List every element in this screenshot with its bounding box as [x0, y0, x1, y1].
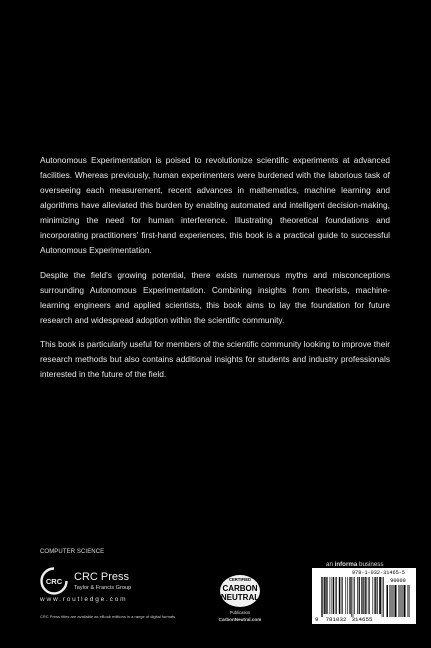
barcode-bar: [327, 577, 328, 614]
barcode-bar: [326, 577, 327, 614]
barcode-addon-bar: [397, 585, 398, 617]
carbon-neutral-badge: [215, 572, 265, 624]
barcode-addon-bar: [395, 585, 396, 617]
barcode-bar: [339, 577, 340, 614]
barcode-addon-bar: [402, 585, 403, 617]
barcode-addon-bar: [406, 585, 407, 617]
barcode-addon-bar: [396, 585, 397, 617]
barcode-addon-bar: [399, 585, 400, 617]
barcode-bar: [366, 577, 367, 614]
barcode-bar: [325, 577, 326, 614]
neutral-word-text: NEUTRAL: [220, 593, 260, 602]
barcode-addon-digits: 90000: [390, 578, 406, 584]
barcode-addon-bar: [390, 585, 391, 617]
blurb-paragraph-1: Autonomous Experimentation is poised to revolutionize scientific experiments at advanced facilities. Whereas previously, human experimenters were burdened with the laborious task of overseeing each measurement, recent advances in mathematics, machine learning and algorithms have alleviated this burden by enabling automated and intelligent decision-making, minimizing the need for human interference. Illustrating theoretical foundations and incorporating practitioners' first-hand experiences, this book is a practical guide to successful Autonomous Experimentation.: [40, 155, 390, 255]
barcode-bar: [362, 577, 363, 614]
barcode-addon-bar: [409, 585, 410, 617]
barcode-bar: [368, 577, 369, 614]
barcode-addon-bar: [390, 585, 391, 617]
barcode-bar: [324, 577, 325, 614]
barcode-addon-bar: [400, 585, 401, 617]
barcode-addon-bar: [393, 585, 394, 617]
barcode-bar: [341, 577, 342, 614]
barcode-bar: [334, 577, 335, 614]
barcode-bar: [339, 577, 340, 614]
barcode-bar: [324, 577, 325, 614]
crc-logo-text: CRC: [45, 577, 63, 586]
barcode-bar: [350, 577, 351, 614]
informa-brand: informa: [334, 561, 358, 568]
publisher-group: Taylor & Francis Group: [74, 585, 132, 591]
blurb-text: [40, 153, 390, 392]
subject-category: COMPUTER SCIENCE: [40, 549, 105, 555]
blurb-paragraph-3: This book is particularly useful for members of the scientific community looking to improve their research methods but also contains additional insights for students and industry professionals interested in the future of the field.: [40, 339, 390, 379]
barcode-bar: [359, 577, 360, 614]
barcode-addon-bar: [386, 585, 387, 617]
barcode-bar: [330, 577, 331, 614]
informa-suffix: business: [357, 561, 384, 568]
barcode-bar: [332, 577, 333, 614]
barcode-addon-bar: [404, 585, 405, 617]
barcode-bar: [347, 577, 348, 614]
barcode-right-digits: 314655: [351, 616, 373, 623]
barcode-bar: [380, 577, 381, 614]
barcode-addon-bar: [405, 585, 406, 617]
barcode-bar: [374, 577, 375, 614]
barcode-bar: [336, 577, 337, 614]
isbn-label: 978-1-032-31465-5: [352, 570, 405, 576]
publisher-name: CRC Press: [74, 571, 130, 583]
barcode-addon-bar: [404, 585, 405, 617]
informa-prefix: an: [326, 561, 335, 568]
carbon-publication-text: Publication: [229, 610, 251, 615]
barcode-left-digits: 781032: [325, 616, 347, 623]
barcode-bar: [377, 577, 378, 614]
informa-business-label: [326, 561, 383, 568]
isbn-barcode: [312, 568, 416, 624]
barcode-addon-bar: [408, 585, 409, 617]
barcode-bar: [333, 577, 334, 614]
barcode-addon-bar: [401, 585, 402, 617]
barcode-bar: [342, 577, 343, 614]
barcode-bar: [376, 577, 377, 614]
barcode-bar: [382, 577, 383, 617]
barcode-bar: [375, 577, 376, 614]
barcode-bar: [359, 577, 360, 614]
barcode-bar: [357, 577, 358, 614]
barcode-bar: [365, 577, 366, 614]
barcode-addon-bar: [395, 585, 396, 617]
barcode-bar: [372, 577, 373, 614]
carbon-word-text: CARBON: [222, 584, 258, 593]
barcode-bar: [361, 577, 362, 614]
barcode-addon-bar: [388, 585, 389, 617]
carbon-certified-text: CERTIFIED: [228, 577, 252, 582]
barcode-addon-bar: [392, 585, 393, 617]
carbon-url-text: CarbonNeutral.com: [218, 617, 262, 622]
barcode-bar: [353, 577, 354, 617]
barcode-bar: [369, 577, 370, 614]
barcode-addon-bar: [399, 585, 400, 617]
barcode-first-digit: 9: [315, 616, 319, 623]
barcode-addon-bar: [391, 585, 392, 617]
blurb-paragraph-2: Despite the field's growing potential, there exists numerous myths and misconceptions surrounding Autonomous Experimentation. Combining insights from theorists, machine-learning engineers and applied scientists, this book aims to lay the foundation for future research and widespread adoption within the scientific community.: [40, 269, 390, 325]
ebook-note: CRC Press titles are available as eBook editions in a range of digital formats: [40, 614, 176, 619]
barcode-bar: [351, 577, 352, 617]
barcode-graphic: [312, 568, 416, 624]
barcode-addon-bar: [408, 585, 409, 617]
barcode-addon-bar: [387, 585, 388, 617]
barcode-bar: [345, 577, 346, 614]
barcode-bar: [383, 577, 384, 617]
crc-logo-icon: [40, 567, 68, 595]
barcode-bar: [379, 577, 380, 614]
barcode-bar: [322, 577, 323, 617]
barcode-bar: [336, 577, 337, 614]
barcode-bar: [365, 577, 366, 614]
publisher-website: www.routledge.com: [40, 596, 128, 603]
barcode-bar: [354, 577, 355, 614]
barcode-bar: [380, 577, 381, 614]
barcode-bar: [363, 577, 364, 614]
barcode-bar: [349, 577, 350, 614]
carbon-neutral-icon: [215, 572, 265, 624]
barcode-bar: [321, 577, 322, 617]
